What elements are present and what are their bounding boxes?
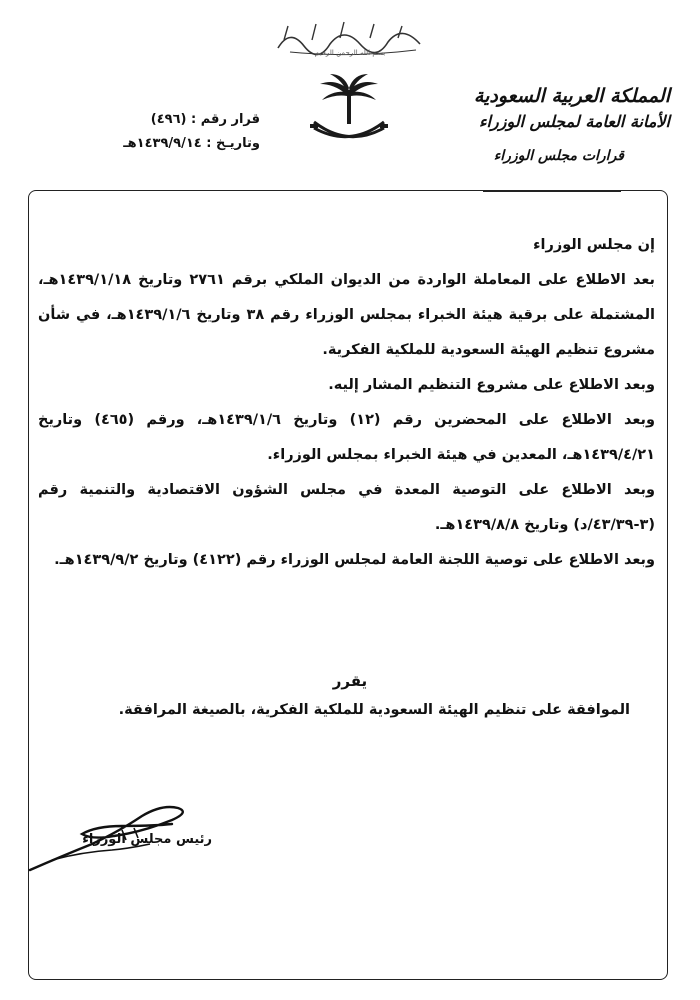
kingdom-name: المملكة العربية السعودية	[473, 85, 670, 107]
decree-body	[38, 228, 655, 578]
svg-text:بسم الله الرحمن الرحيم: بسم الله الرحمن الرحيم	[314, 49, 386, 57]
signer-title: رئيس مجلس الوزراء	[82, 832, 212, 847]
paragraph: وبعد الاطلاع على المحضرين رقم (١٢) وتاريخ ١٤٣٩/١/٦هـ، ورقم (٤٦٥) وتاريخ ١٤٣٩/٤/٢١هـ، المعدين في هيئة الخبراء بمجلس الوزراء.	[38, 412, 656, 463]
basmala-calligraphy	[270, 18, 430, 58]
kingdom-header	[470, 82, 670, 168]
decides-heading: يقرر	[332, 672, 368, 690]
secretariat-name: الأمانة العامة لمجلس الوزراء	[479, 112, 670, 131]
palm-swords-emblem-icon	[308, 72, 390, 150]
paragraph: وبعد الاطلاع على توصية اللجنة العامة لمجلس الوزراء رقم (٤١٢٢) وتاريخ ١٤٣٩/٩/٢هـ.	[54, 552, 655, 568]
decision-meta	[60, 108, 260, 156]
paragraph: وبعد الاطلاع على مشروع التنظيم المشار إليه.	[328, 377, 655, 393]
paragraph: بعد الاطلاع على المعاملة الواردة من الديوان الملكي برقم ٢٧٦١ وتاريخ ١٤٣٩/١/١٨هـ، المشتملة على برقية هيئة الخبراء بمجلس الوزراء رقم ٣٨ وتاريخ ١٤٣٩/١/٦هـ، في شأن مشروع تنظيم الهيئة السعودية للملكية الفكرية.	[38, 272, 656, 358]
section-name: قرارات مجلس الوزراء	[493, 148, 624, 164]
salutation: إن مجلس الوزراء	[533, 237, 655, 253]
paragraph: وبعد الاطلاع على التوصية المعدة في مجلس الشؤون الاقتصادية والتنمية رقم (٣-٤٣/٣٩/د) وتاريخ ١٤٣٩/٨/٨هـ.	[38, 482, 655, 533]
decision-date: وتاريـخ : ١٤٣٩/٩/١٤هـ	[123, 136, 260, 151]
decision-number: قرار رقم : (٤٩٦)	[150, 112, 260, 127]
approval-text: الموافقة على تنظيم الهيئة السعودية للملكية الفكرية، بالصيغة المرافقة.	[118, 702, 630, 718]
